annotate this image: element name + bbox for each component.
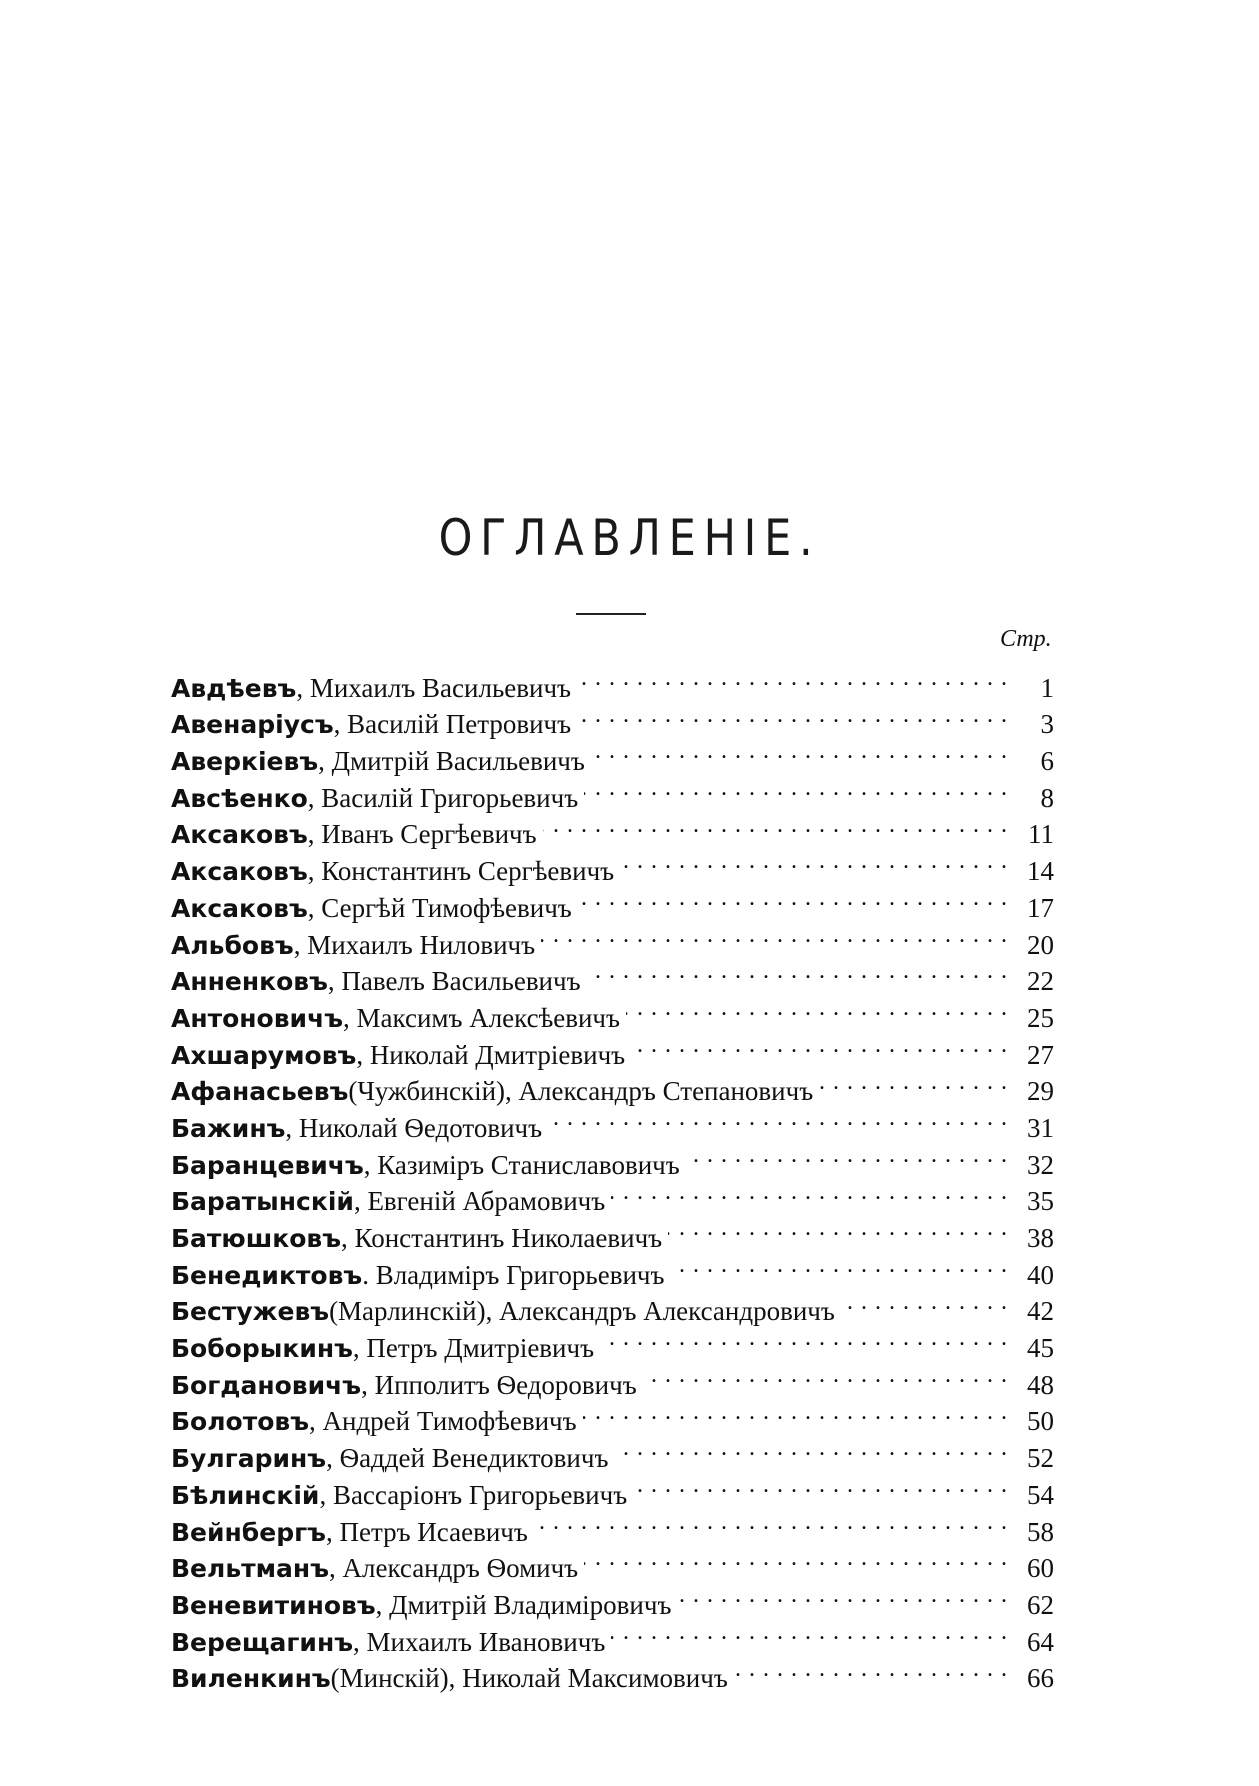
entry-surname: Аксаковъ: [171, 893, 308, 923]
dot-leader: [600, 1320, 1008, 1357]
entry-given-name: , Дмитрій Владиміровичъ: [375, 1589, 672, 1620]
entry-given-name: , Петръ Дмитріевичъ: [352, 1333, 595, 1364]
dot-leader: [583, 1394, 1008, 1431]
entry-page-number: 6: [1040, 746, 1054, 777]
dot-leader: [841, 1284, 1008, 1321]
dot-leader: [670, 1247, 1008, 1284]
dot-leader: [578, 880, 1008, 917]
entry-surname: Булгаринъ: [171, 1444, 327, 1474]
entry-given-name: , Максимъ Алексѣевичъ: [343, 1002, 620, 1033]
entry-page-number: 58: [1027, 1516, 1054, 1547]
entry-given-name: , Константинъ Николаевичъ: [341, 1223, 663, 1253]
dot-leader: [620, 843, 1008, 880]
entry-surname: Бѣлинскій: [171, 1480, 320, 1510]
entry-given-name: , Андрей Тимофѣевичъ: [309, 1406, 577, 1437]
dot-leader: [631, 1027, 1008, 1064]
entry-given-name: , Иванъ Сергѣевичъ: [307, 819, 537, 850]
entry-given-name: . Владиміръ Григорьевичъ: [362, 1259, 665, 1290]
entry-surname: Авдѣевъ: [171, 673, 297, 703]
entry-page-number: 66: [1027, 1663, 1054, 1694]
dot-leader: [541, 917, 1008, 954]
entry-given-name: , Евгеній Абрамовичъ: [353, 1186, 606, 1217]
entry-surname: Анненковъ: [171, 967, 328, 997]
entry-page-number: 42: [1027, 1296, 1054, 1327]
entry-given-name: , Сергѣй Тимофѣевичъ: [307, 892, 572, 923]
entry-given-name: , Николай Ѳедотовичъ: [285, 1112, 543, 1143]
entry-page-number: 50: [1027, 1406, 1054, 1437]
entry-surname: Аксаковъ: [171, 820, 308, 850]
entry-given-name: , Александръ Ѳомичъ: [328, 1553, 579, 1584]
entry-page-number: 38: [1027, 1223, 1054, 1253]
entry-surname: Авсѣенко: [171, 783, 308, 813]
dot-leader: [734, 1651, 1008, 1688]
entry-surname: Бажинъ: [171, 1113, 286, 1143]
entry-page-number: 40: [1027, 1259, 1054, 1290]
page-column-label: Стр.: [1000, 626, 1052, 652]
entry-surname: Авенаріусъ: [171, 710, 334, 740]
entry-page-number: 17: [1027, 892, 1054, 923]
entry-given-name: , Михаилъ Ивановичъ: [353, 1626, 606, 1657]
entry-page-number: 20: [1027, 929, 1054, 960]
dot-leader: [819, 1064, 1008, 1101]
dot-leader: [611, 1614, 1008, 1651]
entry-surname: Вейнбергъ: [171, 1517, 326, 1547]
entry-given-name: , Василій Петровичъ: [333, 709, 572, 740]
title-divider: [576, 613, 646, 615]
entry-surname: Болотовъ: [171, 1407, 309, 1437]
entry-surname: Батюшковъ: [171, 1224, 342, 1253]
page-title: ОГЛАВЛЕНІЕ.: [438, 509, 821, 567]
entry-surname: Ахшарумовъ: [171, 1040, 357, 1070]
toc-entry: [171, 660, 1054, 703]
entry-surname: Вельтманъ: [171, 1554, 329, 1584]
entry-given-name: (Минскій), Николай Максимовичъ: [330, 1663, 728, 1694]
entry-given-name: , Казиміръ Станиславовичъ: [363, 1149, 680, 1180]
entry-page-number: 1: [1040, 672, 1054, 703]
dot-leader: [584, 1541, 1008, 1578]
dot-leader: [614, 1430, 1008, 1467]
entry-given-name: , Михаилъ Ниловичъ: [293, 929, 536, 960]
entry-page-number: 3: [1040, 709, 1054, 740]
entry-page-number: 29: [1027, 1076, 1054, 1107]
table-of-contents: [171, 660, 1054, 1694]
dot-leader: [577, 660, 1008, 697]
entry-given-name: , Михаилъ Васильевичъ: [296, 672, 571, 703]
dot-leader: [633, 1467, 1008, 1504]
entry-page-number: 54: [1027, 1479, 1054, 1510]
entry-page-number: 25: [1027, 1002, 1054, 1033]
entry-surname: Виленкинъ: [171, 1664, 331, 1694]
entry-page-number: 11: [1028, 819, 1054, 850]
dot-leader: [543, 807, 1008, 844]
entry-surname: Верещагинъ: [171, 1627, 354, 1657]
entry-page-number: 22: [1027, 966, 1054, 997]
entry-page-number: 60: [1027, 1553, 1054, 1584]
dot-leader: [626, 990, 1008, 1027]
entry-given-name: , Вассаріонъ Григорьевичъ: [319, 1479, 628, 1510]
entry-page-number: 8: [1040, 782, 1054, 813]
dot-leader: [677, 1577, 1008, 1614]
entry-surname: Бестужевъ: [171, 1297, 330, 1327]
entry-surname: Альбовъ: [171, 930, 294, 960]
entry-page-number: 14: [1027, 856, 1054, 887]
entry-surname: Аксаковъ: [171, 857, 308, 887]
entry-page-number: 32: [1027, 1149, 1054, 1180]
entry-surname: Бенедиктовъ: [171, 1260, 363, 1290]
dot-leader: [686, 1137, 1008, 1174]
entry-surname: Афанасьевъ: [171, 1077, 349, 1107]
entry-given-name: , Ѳаддей Венедиктовичъ: [326, 1443, 609, 1474]
entry-given-name: , Василій Григорьевичъ: [307, 782, 579, 813]
dot-leader: [587, 954, 1008, 991]
entry-page-number: 35: [1027, 1186, 1054, 1217]
entry-given-name: , Константинъ Сергѣевичъ: [307, 856, 615, 887]
entry-surname: Веневитиновъ: [171, 1590, 376, 1620]
entry-given-name: (Чужбинскій), Александръ Степановичъ: [348, 1076, 814, 1107]
entry-page-number: 48: [1027, 1369, 1054, 1400]
entry-surname: Аверкіевъ: [171, 747, 319, 777]
entry-given-name: , Ипполитъ Ѳедоровичъ: [361, 1369, 637, 1400]
dot-leader: [643, 1357, 1008, 1394]
entry-given-name: , Павелъ Васильевичъ: [327, 966, 581, 997]
entry-surname: Антоновичъ: [171, 1003, 344, 1033]
entry-given-name: , Николай Дмитріевичъ: [356, 1039, 626, 1070]
entry-given-name: , Петръ Исаевичъ: [325, 1516, 528, 1547]
dot-leader: [534, 1504, 1008, 1541]
dot-leader: [668, 1210, 1008, 1247]
entry-page-number: 31: [1027, 1112, 1054, 1143]
entry-page-number: 62: [1027, 1589, 1054, 1620]
dot-leader: [577, 697, 1008, 734]
entry-surname: Боборыкинъ: [171, 1334, 353, 1364]
entry-page-number: 27: [1027, 1039, 1054, 1070]
entry-given-name: (Марлинскій), Александръ Александровичъ: [329, 1296, 835, 1327]
entry-surname: Богдановичъ: [171, 1370, 362, 1400]
entry-page-number: 64: [1027, 1626, 1054, 1657]
dot-leader: [548, 1100, 1008, 1137]
dot-leader: [591, 733, 1008, 770]
dot-leader: [584, 770, 1008, 807]
entry-given-name: , Дмитрій Васильевичъ: [318, 746, 585, 777]
entry-page-number: 45: [1027, 1333, 1054, 1364]
entry-surname: Баратынскій: [171, 1187, 354, 1217]
dot-leader: [611, 1174, 1008, 1211]
entry-surname: Баранцевичъ: [171, 1150, 364, 1180]
entry-page-number: 52: [1027, 1443, 1054, 1474]
